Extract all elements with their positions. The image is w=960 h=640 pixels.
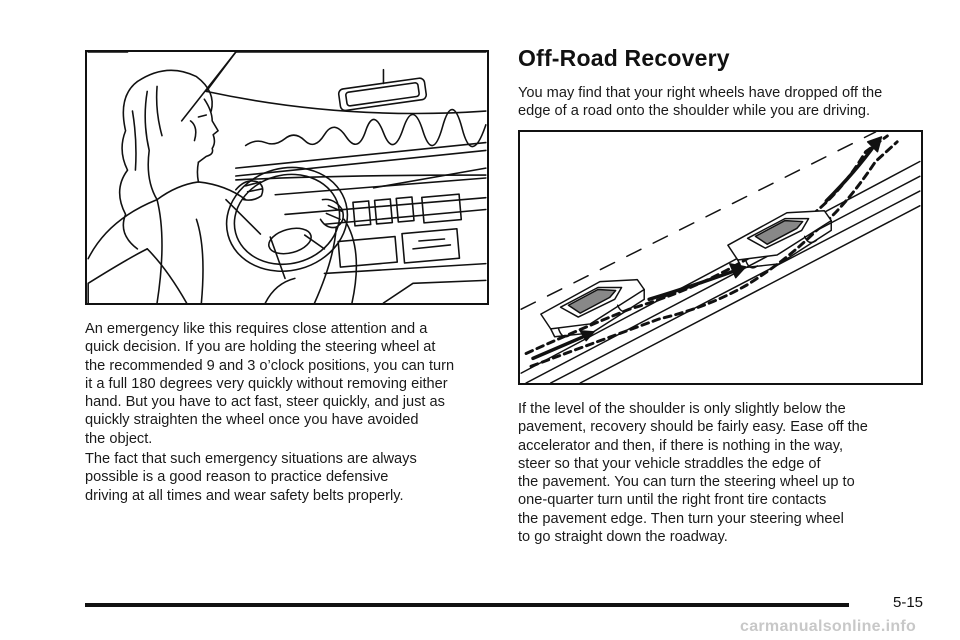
text-line: to go straight down the roadway. xyxy=(518,529,728,546)
text-line: one-quarter turn until the right front tire contacts xyxy=(518,492,827,509)
recovery-path-drawing xyxy=(520,132,921,383)
emergency-paragraph xyxy=(85,320,454,448)
text-line: the object. xyxy=(85,430,153,447)
text-line: The fact that such emergency situations are always xyxy=(85,451,417,467)
text-line: hand. But you have to act fast, steer quickly, and just as xyxy=(85,394,445,411)
section-heading: Off-Road Recovery xyxy=(518,45,730,71)
text-line: the recommended 9 and 3 o’clock positions, you can turn xyxy=(85,357,455,374)
text-line: driving at all times and wear safety belts properly. xyxy=(85,487,404,504)
footer-rule xyxy=(85,603,849,607)
text-line: the pavement edge. Then turn your steering wheel xyxy=(518,510,844,527)
page-number: 5-15 xyxy=(893,594,924,611)
text-line: the pavement. You can turn the steering wheel up to xyxy=(518,474,855,491)
text-line: quick decision. If you are holding the steering wheel at xyxy=(85,339,436,356)
text-line: steer so that your vehicle straddles the edge of xyxy=(518,455,821,472)
driver-steering-drawing xyxy=(87,52,487,303)
text-line: You may find that your right wheels have dropped off the xyxy=(518,85,883,101)
off-road-recovery-illustration xyxy=(518,130,923,385)
text-line: quickly straighten the wheel once you have avoided xyxy=(85,412,419,429)
text-line: it a full 180 degrees very quickly without removing either xyxy=(85,375,448,392)
text-line: possible is a good reason to practice defensive xyxy=(85,469,389,486)
driver-illustration xyxy=(85,50,489,305)
defensive-driving-paragraph xyxy=(85,450,417,505)
car-front-icon xyxy=(728,211,831,268)
text-line: If the level of the shoulder is only slightly below the xyxy=(518,401,846,417)
text-line: pavement, recovery should be fairly easy. Ease off the xyxy=(518,419,868,436)
intro-paragraph xyxy=(518,84,882,121)
recovery-instructions-paragraph xyxy=(518,400,868,546)
watermark: carmanualsonline.info xyxy=(740,618,917,635)
text-line: An emergency like this requires close attention and a xyxy=(85,321,428,337)
text-line: edge of a road onto the shoulder while you are driving. xyxy=(518,103,871,120)
text-line: accelerator and then, if there is nothing in the way, xyxy=(518,437,844,454)
